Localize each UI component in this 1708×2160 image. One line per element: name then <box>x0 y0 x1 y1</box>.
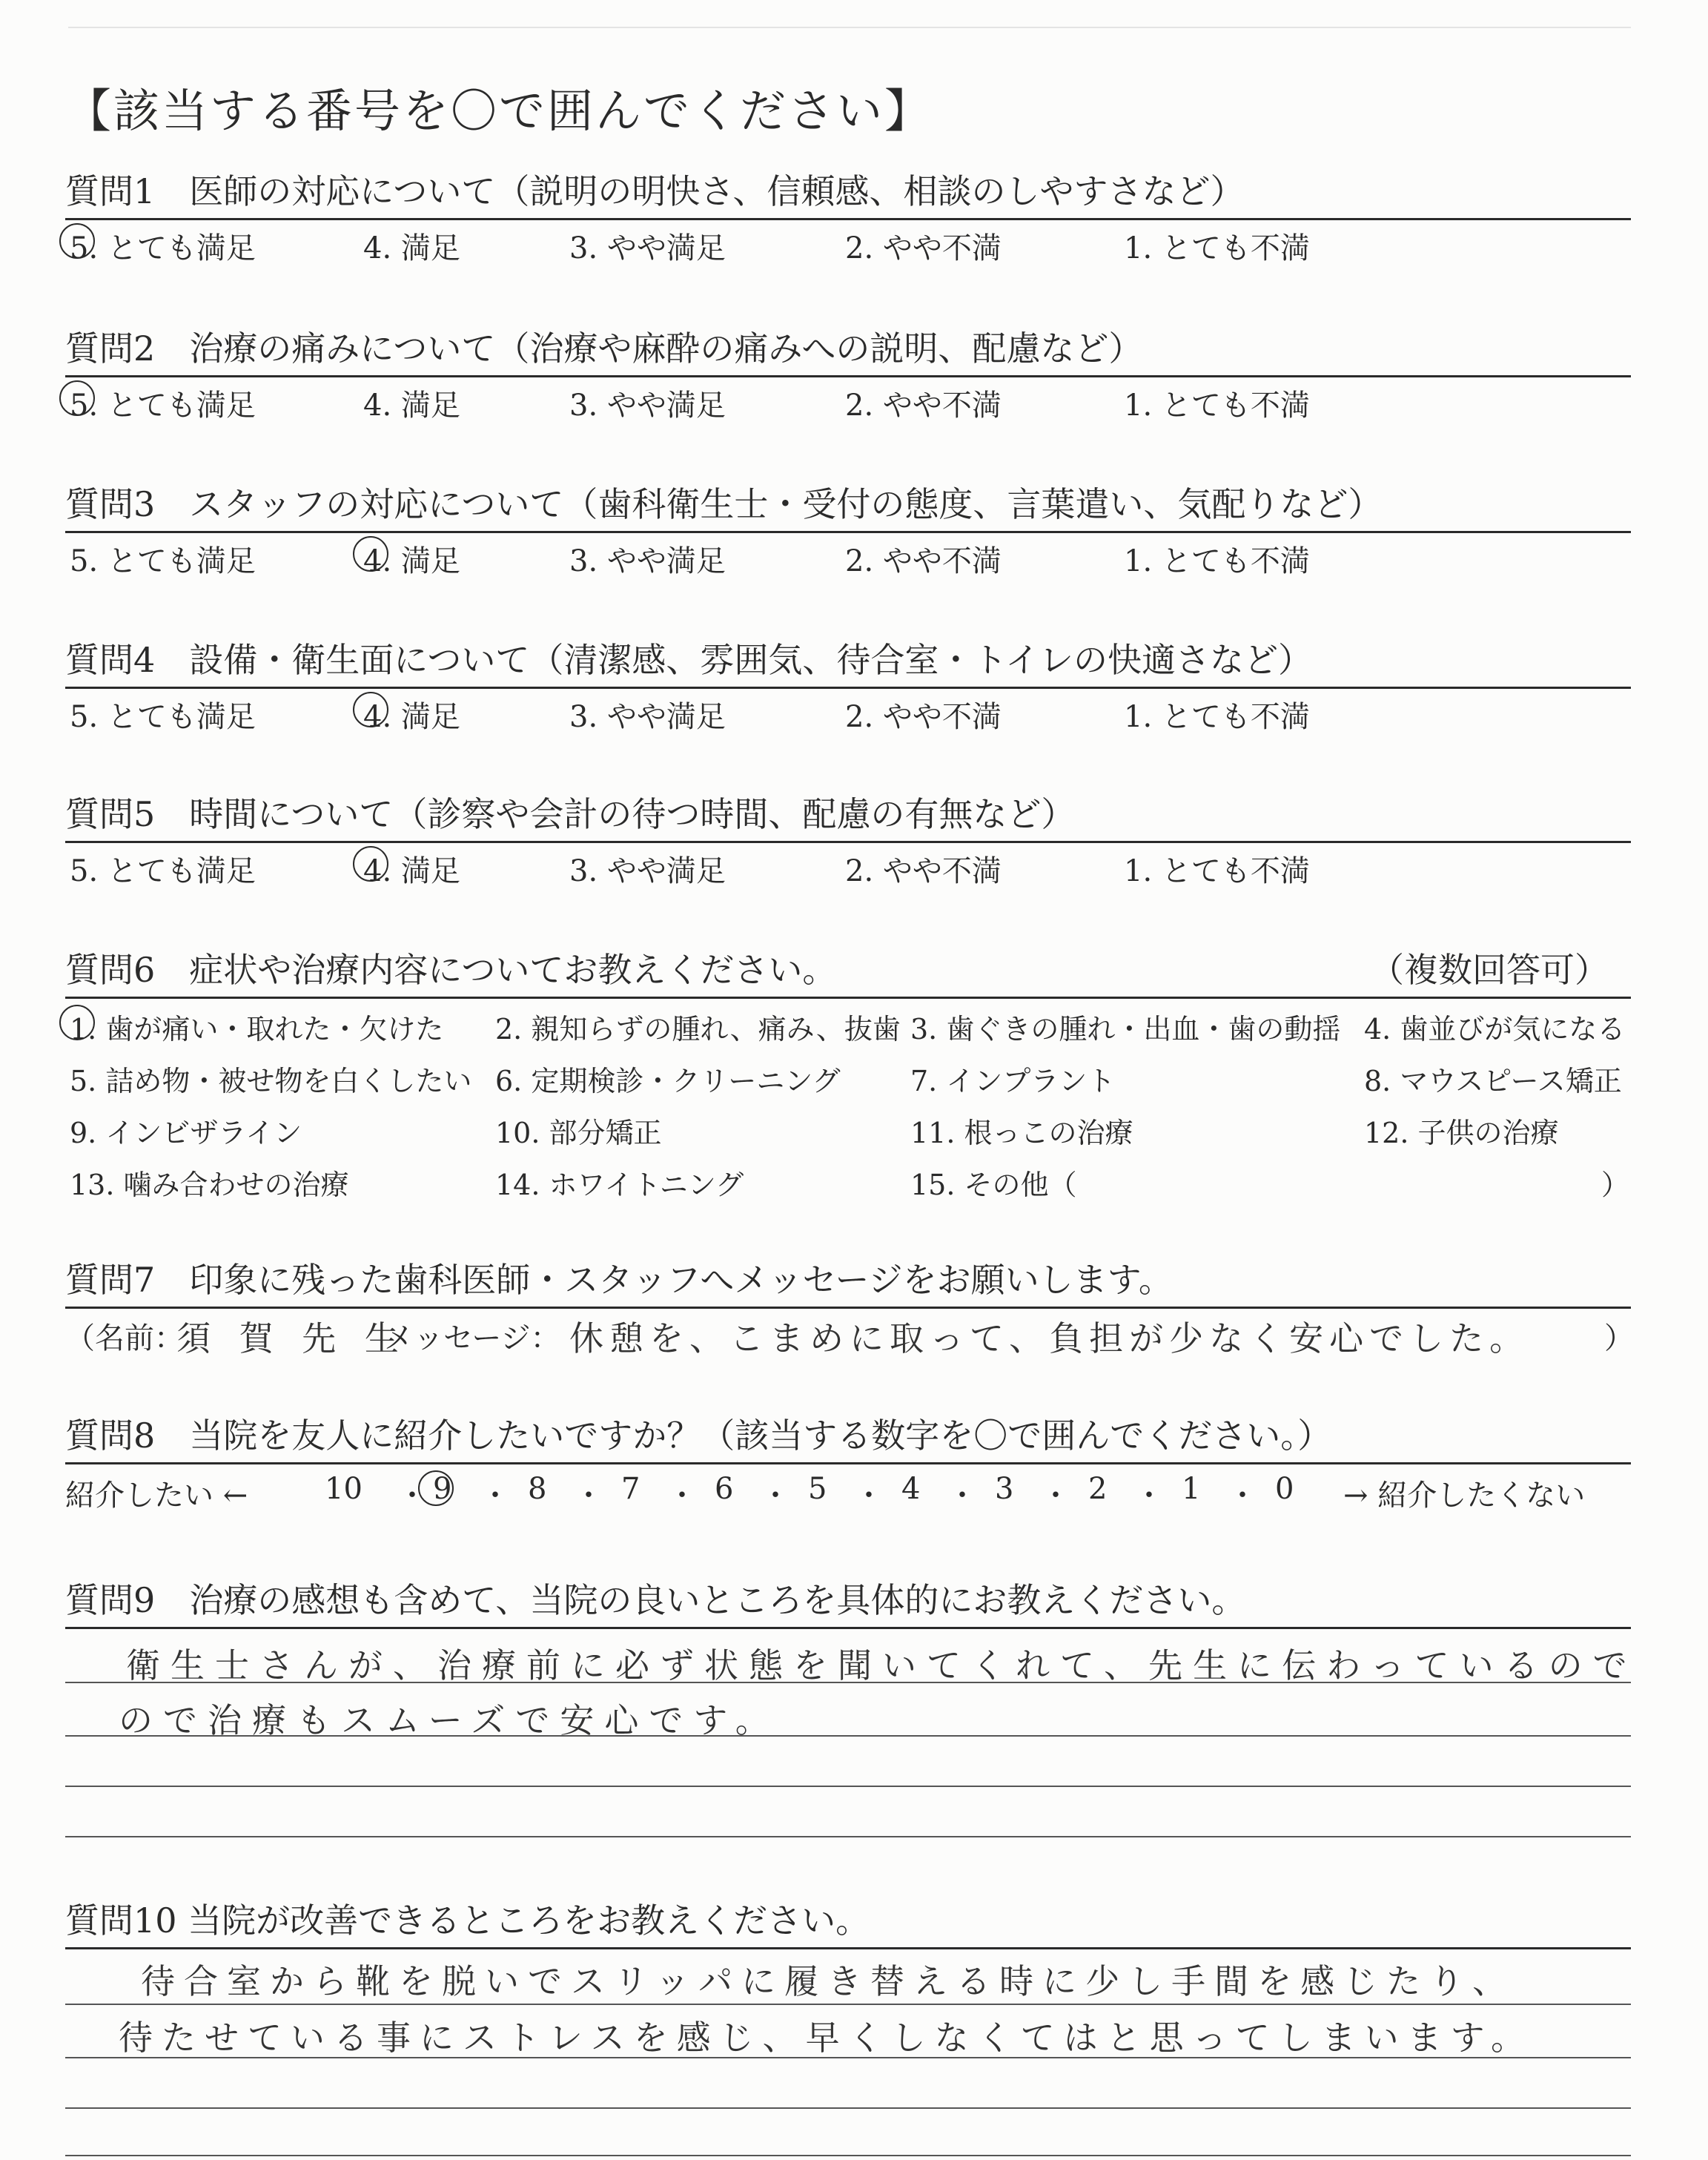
q5-option-3[interactable]: 3. やや満足 <box>569 854 726 888</box>
question-7-answer[interactable] <box>65 1309 1634 1358</box>
q2-option-3[interactable]: 3. やや満足 <box>569 389 726 423</box>
question-8 <box>65 1413 1631 1516</box>
q4-option-1[interactable]: 1. とても不満 <box>1124 700 1310 734</box>
question-6-title: 質問6 症状や治療内容についてお教えください。 （複数回答可） <box>65 948 1631 999</box>
scale-5[interactable]: 5 <box>808 1472 827 1506</box>
question-10 <box>65 1898 1631 1949</box>
q6-option-5[interactable]: 5. 詰め物・被せ物を白くしたい <box>70 1065 472 1097</box>
scale-2[interactable]: 2 <box>1088 1472 1108 1506</box>
q6-option-6[interactable]: 6. 定期検診・クリーニング <box>495 1065 841 1097</box>
q2-option-2[interactable]: 2. やや不満 <box>845 389 1002 423</box>
q3-option-1[interactable]: 1. とても不満 <box>1124 544 1310 578</box>
q6-option-11[interactable]: 11. 根っこの治療 <box>910 1117 1133 1149</box>
q9-answer-line-1[interactable]: 衛生士さんが、治療前に必ず状態を聞いてくれて、先生に伝わっているので <box>126 1645 1638 1685</box>
q6-option-12[interactable]: 12. 子供の治療 <box>1364 1117 1559 1149</box>
scale-4[interactable]: 4 <box>901 1472 921 1506</box>
answer-line <box>65 2004 1631 2005</box>
q1-option-3[interactable]: 3. やや満足 <box>569 231 726 265</box>
q4-option-5[interactable]: 5. とても満足 <box>70 700 256 734</box>
q2-option-4[interactable]: 4. 満足 <box>363 389 460 423</box>
name-prefix: （名前： <box>65 1321 184 1355</box>
answer-line <box>65 1786 1631 1787</box>
q6-option-7[interactable]: 7. インプラント <box>910 1065 1116 1097</box>
q4-option-2[interactable]: 2. やや不満 <box>845 700 1002 734</box>
q3-option-3[interactable]: 3. やや満足 <box>569 544 726 578</box>
question-8-title: 質問8 当院を友人に紹介したいですか？（該当する数字を〇で囲んでください。） <box>65 1413 1631 1464</box>
scale-0[interactable]: 0 <box>1275 1472 1294 1506</box>
question-2-options <box>65 377 1631 425</box>
q1-option-4[interactable]: 4. 満足 <box>363 231 460 265</box>
scale-3[interactable]: 3 <box>995 1472 1014 1506</box>
scale-9[interactable]: 9 <box>433 1472 451 1506</box>
question-4 <box>65 638 1631 736</box>
q10-answer-line-2[interactable]: 待たせている事にストレスを感じ、早くしなくてはと思ってしまいます。 <box>119 2018 1534 2058</box>
question-1-title: 質問1 医師の対応について（説明の明快さ、信頼感、相談のしやすさなど） <box>65 169 1631 220</box>
question-3-options <box>65 533 1631 581</box>
q6-option-15-close: ） <box>1601 1169 1630 1201</box>
question-2 <box>65 326 1631 425</box>
multiple-answers-note: （複数回答可） <box>1370 950 1609 990</box>
q2-option-5[interactable]: 5. とても満足 <box>70 382 256 424</box>
q5-option-4[interactable]: 4. 満足 <box>363 848 460 890</box>
q3-option-4[interactable]: 4. 満足 <box>363 538 460 580</box>
q3-option-5[interactable]: 5. とても満足 <box>70 544 256 578</box>
question-2-title: 質問2 治療の痛みについて（治療や麻酔の痛みへの説明、配慮など） <box>65 326 1631 377</box>
q1-option-5[interactable]: 5. とても満足 <box>70 225 256 267</box>
q6-option-13[interactable]: 13. 噛み合わせの治療 <box>70 1169 349 1201</box>
q6-option-9[interactable]: 9. インビザライン <box>70 1117 302 1149</box>
question-5-title: 質問5 時間について（診察や会計の待つ時間、配慮の有無など） <box>65 792 1631 843</box>
handwritten-name: 須 賀 先 生 <box>176 1318 408 1358</box>
scale-10[interactable]: 10 <box>325 1472 363 1506</box>
q6-option-4[interactable]: 4. 歯並びが気になる <box>1364 1013 1626 1046</box>
scale-7[interactable]: 7 <box>621 1472 640 1506</box>
question-7 <box>65 1258 1634 1358</box>
scale-8[interactable]: 8 <box>528 1472 547 1506</box>
message-label: メッセージ： <box>384 1321 560 1355</box>
answer-line <box>65 2155 1631 2156</box>
q6-option-2[interactable]: 2. 親知らずの腫れ、痛み、抜歯 <box>495 1013 901 1046</box>
question-7-title: 質問7 印象に残った歯科医師・スタッフへメッセージをお願いします。 <box>65 1258 1631 1309</box>
q5-option-2[interactable]: 2. やや不満 <box>845 854 1002 888</box>
scale-1[interactable]: 1 <box>1182 1472 1201 1506</box>
page-title: 【該当する番号を〇で囲んでください】 <box>65 84 933 138</box>
q9-answer-line-2[interactable]: ので治療もスムーズで安心です。 <box>119 1700 780 1740</box>
handwritten-message: 休憩を、こまめに取って、負担が少なく安心でした。 <box>569 1318 1530 1358</box>
question-5 <box>65 792 1631 891</box>
question-5-options <box>65 843 1631 891</box>
q4-option-3[interactable]: 3. やや満足 <box>569 700 726 734</box>
question-1 <box>65 169 1631 268</box>
q5-option-1[interactable]: 1. とても不満 <box>1124 854 1310 888</box>
question-3-title: 質問3 スタッフの対応について（歯科衛生士・受付の態度、言葉遣い、気配りなど） <box>65 482 1631 533</box>
top-edge-line <box>68 27 1631 28</box>
q6-option-3[interactable]: 3. 歯ぐきの腫れ・出血・歯の動揺 <box>910 1013 1341 1046</box>
question-4-title: 質問4 設備・衛生面について（清潔感、雰囲気、待合室・トイレの快適さなど） <box>65 638 1631 689</box>
question-9 <box>65 1578 1631 1629</box>
q6-option-10[interactable]: 10. 部分矯正 <box>495 1117 662 1149</box>
question-9-title: 質問9 治療の感想も含めて、当院の良いところを具体的にお教えください。 <box>65 1578 1631 1629</box>
q3-option-2[interactable]: 2. やや不満 <box>845 544 1002 578</box>
scale-left-label: 紹介したい ← <box>65 1479 248 1513</box>
q6-option-8[interactable]: 8. マウスピース矯正 <box>1364 1065 1622 1097</box>
question-4-options <box>65 689 1631 736</box>
q6-option-1[interactable]: 1. 歯が痛い・取れた・欠けた <box>70 1006 443 1047</box>
q4-option-4[interactable]: 4. 満足 <box>363 693 460 736</box>
q5-option-5[interactable]: 5. とても満足 <box>70 854 256 888</box>
q6-option-14[interactable]: 14. ホワイトニング <box>495 1169 744 1201</box>
recommend-scale: 紹介したい ← 10 ・ 9 ・ 8 ・ 7 ・ 6 ・ 5 ・ 4 ・ 3 ・ 2 ・ 1 ・ 0 → 紹介したくない <box>65 1472 1586 1513</box>
question-6-options <box>65 999 1631 1221</box>
scale-6[interactable]: 6 <box>715 1472 734 1506</box>
question-3 <box>65 482 1631 581</box>
q1-option-2[interactable]: 2. やや不満 <box>845 231 1002 265</box>
question-1-options <box>65 220 1631 268</box>
answer-line <box>65 1836 1631 1837</box>
q1-option-1[interactable]: 1. とても不満 <box>1124 231 1310 265</box>
answer-line <box>65 2107 1631 2109</box>
q6-option-15[interactable]: 15. その他（ <box>910 1169 1077 1201</box>
message-close: ） <box>1604 1321 1634 1355</box>
q10-answer-line-1[interactable]: 待合室から靴を脱いでスリッパに履き替える時に少し手間を感じたり、 <box>141 1961 1516 2001</box>
question-6 <box>65 948 1631 1221</box>
scale-right-label: → 紹介したくない <box>1343 1479 1586 1513</box>
q2-option-1[interactable]: 1. とても不満 <box>1124 389 1310 423</box>
question-10-title: 質問10 当院が改善できるところをお教えください。 <box>65 1898 1631 1949</box>
